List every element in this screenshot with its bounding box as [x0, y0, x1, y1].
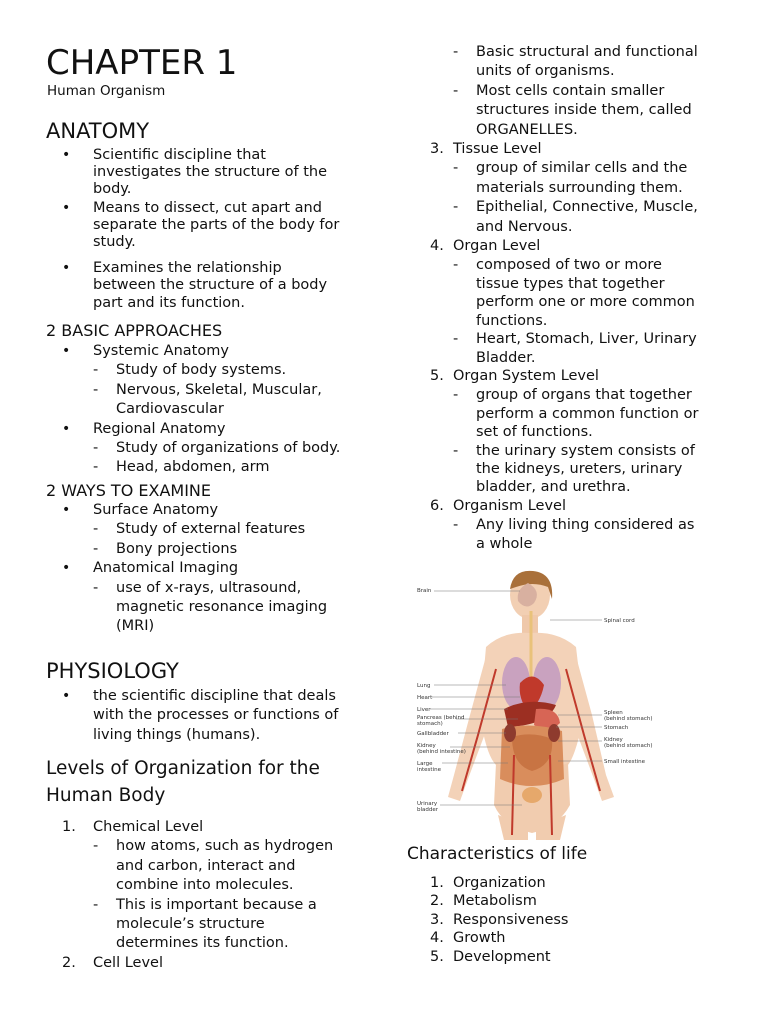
dash-marker: - — [93, 838, 99, 855]
sub-item — [62, 579, 362, 637]
list-item-label: Systemic Anatomy — [93, 343, 229, 359]
list-item-line: between the structure of a body — [93, 277, 328, 294]
bullet-marker: • — [62, 147, 71, 163]
figure-label: Brain — [417, 588, 432, 594]
dash-marker: - — [453, 257, 459, 274]
figure-label: intestine — [417, 767, 441, 773]
list-number: 3. — [430, 141, 444, 158]
list-item — [62, 342, 362, 361]
figure-label: bladder — [417, 807, 439, 813]
list-item-label: Chemical Level — [93, 819, 204, 835]
list-item — [422, 367, 742, 386]
sub-item-text: Heart, Stomach, Liver, Urinary — [476, 331, 697, 348]
levels-heading — [46, 755, 320, 809]
list-item-line: living things (humans). — [93, 726, 261, 743]
list-item-label: Growth — [453, 930, 506, 947]
examine-list — [62, 501, 362, 637]
bullet-marker: • — [62, 560, 71, 577]
bullet-marker: • — [62, 199, 71, 216]
physiology-list — [62, 687, 372, 745]
list-item — [430, 874, 568, 892]
sub-item-text: molecule’s structure — [116, 916, 265, 933]
list-item — [430, 948, 568, 966]
sub-item-text: Cardiovascular — [116, 401, 224, 418]
sub-item-text: the urinary system consists of — [476, 442, 695, 459]
list-item-line: separate the parts of the body for — [93, 216, 340, 233]
sub-item-text: Basic structural and functional — [476, 44, 698, 60]
sub-item — [62, 458, 362, 477]
list-item-label: Organ Level — [453, 238, 541, 255]
sub-item — [62, 381, 362, 420]
sub-item-text: a whole — [476, 535, 533, 552]
sub-item-text: Bladder. — [476, 349, 536, 366]
list-item — [62, 501, 362, 520]
sub-item-text: and Nervous. — [476, 218, 573, 235]
figure-label: Stomach — [604, 725, 629, 731]
sub-item-text: perform a common function or — [476, 405, 699, 422]
sub-item-text: magnetic resonance imaging — [116, 599, 328, 616]
sub-item-text: (MRI) — [116, 618, 155, 635]
list-number: 3. — [430, 911, 444, 928]
list-item-line: Examines the relationship — [93, 260, 282, 277]
sub-item-text: use of x-rays, ultrasound, — [116, 579, 302, 596]
dash-marker: - — [453, 160, 459, 177]
human-body-figure — [408, 565, 658, 840]
list-item-label: Anatomical Imaging — [93, 560, 239, 577]
sub-item-text: group of similar cells and the — [476, 160, 688, 177]
sub-item — [62, 540, 362, 559]
approaches-heading: 2 BASIC APPROACHES — [46, 321, 223, 340]
list-number: 4. — [430, 930, 444, 947]
list-item — [430, 892, 568, 910]
figure-label: Spleen — [604, 710, 623, 716]
list-item-line: the scientific discipline that deals — [93, 688, 336, 704]
dash-marker: - — [93, 896, 99, 913]
characteristics-list — [430, 874, 568, 966]
list-item-label: Organism Level — [453, 497, 566, 514]
sub-item — [422, 198, 742, 237]
sub-item — [62, 361, 362, 380]
list-item-line: investigates the structure of the — [93, 164, 328, 181]
dash-marker: - — [453, 199, 459, 216]
figure-label: Heart — [417, 695, 433, 701]
list-item-label: Regional Anatomy — [93, 420, 226, 437]
list-item — [430, 929, 568, 947]
sub-item-text: set of functions. — [476, 424, 593, 441]
list-item — [62, 260, 362, 312]
sub-item — [422, 386, 742, 441]
approaches-list — [62, 342, 362, 478]
list-item-label: Metabolism — [453, 893, 537, 910]
sub-item-text: Head, abdomen, arm — [116, 459, 270, 476]
figure-label: Kidney — [417, 743, 436, 749]
sub-item-text: bladder, and urethra. — [476, 479, 631, 496]
list-item-label: Organ System Level — [453, 367, 599, 384]
figure-label: Kidney — [604, 737, 623, 743]
dash-marker: - — [93, 540, 99, 557]
sub-item — [422, 330, 742, 367]
sub-item-text: Study of body systems. — [116, 362, 287, 379]
list-item — [422, 237, 742, 256]
list-number: 5. — [430, 367, 444, 384]
list-item-label: Surface Anatomy — [93, 502, 219, 518]
dash-marker: - — [453, 331, 459, 348]
list-number: 6. — [430, 497, 444, 514]
chapter-title: CHAPTER 1 — [46, 43, 238, 83]
figure-label: stomach) — [417, 721, 443, 727]
dash-marker: - — [453, 442, 459, 459]
figure-label: (behind stomach) — [604, 716, 653, 722]
sub-item — [422, 256, 742, 330]
sub-item-text: Epithelial, Connective, Muscle, — [476, 199, 698, 216]
examine-heading: 2 WAYS TO EXAMINE — [46, 481, 211, 500]
list-item — [62, 559, 362, 578]
list-number: 1. — [430, 875, 444, 891]
sub-item-text: group of organs that together — [476, 387, 692, 404]
dash-marker: - — [453, 44, 459, 60]
list-item-line: body. — [93, 181, 132, 198]
figure-label: Small intestine — [604, 759, 645, 765]
sub-item-text: determines its function. — [116, 935, 289, 952]
list-item — [422, 140, 742, 159]
sub-item-text: Bony projections — [116, 540, 238, 557]
characteristics-heading: Characteristics of life — [407, 844, 588, 864]
list-item-line: Scientific discipline that — [93, 147, 266, 163]
sub-item-text: Study of organizations of body. — [116, 440, 341, 457]
anatomy-bullet-list — [62, 147, 362, 312]
dash-marker: - — [93, 362, 99, 379]
sub-item — [422, 82, 742, 140]
list-item-line: with the processes or functions of — [93, 707, 339, 724]
sub-item-text: This is important because a — [116, 896, 317, 913]
dash-marker: - — [453, 387, 459, 404]
list-item-line: Means to dissect, cut apart and — [93, 199, 322, 216]
sub-item-text: Nervous, Skeletal, Muscular, — [116, 381, 322, 398]
dash-marker: - — [93, 459, 99, 476]
sub-item — [62, 520, 362, 539]
bullet-marker: • — [62, 260, 71, 277]
sub-item-text: functions. — [476, 312, 548, 329]
levels-list-left — [62, 818, 372, 973]
sub-item-text: Most cells contain smaller — [476, 82, 665, 99]
bullet-marker: • — [62, 502, 71, 518]
levels-list-right — [422, 43, 742, 553]
sub-item-text: tissue types that together — [476, 275, 665, 292]
figure-label: Spinal cord — [604, 618, 635, 624]
sub-item — [62, 439, 362, 458]
list-item-line: part and its function. — [93, 294, 245, 311]
sub-item-text: units of organisms. — [476, 63, 615, 80]
bullet-marker: • — [62, 688, 71, 704]
sub-item-text: combine into molecules. — [116, 877, 294, 894]
bullet-marker: • — [62, 420, 71, 437]
list-number: 4. — [430, 238, 444, 255]
list-number: 1. — [62, 819, 76, 835]
sub-item-text: how atoms, such as hydrogen — [116, 838, 334, 855]
sub-item-text: Any living thing considered as — [476, 517, 695, 534]
figure-label: Large — [417, 761, 433, 767]
figure-label: Pancreas (behind — [417, 715, 465, 721]
sub-item — [422, 159, 742, 198]
list-item — [430, 911, 568, 929]
list-number: 5. — [430, 948, 444, 965]
list-number: 2. — [62, 954, 76, 971]
sub-item-text: materials surrounding them. — [476, 179, 683, 196]
dash-marker: - — [93, 579, 99, 596]
sub-item-text: structures inside them, called — [476, 102, 692, 119]
list-item-label: Organization — [453, 875, 546, 891]
sub-item — [422, 516, 742, 553]
sub-item-text: perform one or more common — [476, 294, 695, 311]
list-item — [62, 818, 372, 837]
list-item — [62, 954, 372, 973]
dash-marker: - — [93, 381, 99, 398]
sub-item-text: composed of two or more — [476, 257, 662, 274]
figure-label: (behind stomach) — [604, 743, 653, 749]
figure-label: Urinary — [417, 801, 438, 807]
figure-label: Lung — [417, 683, 431, 689]
bullet-marker: • — [62, 343, 71, 359]
levels-heading-line: Human Body — [46, 785, 166, 806]
list-item — [62, 147, 362, 199]
sub-item — [62, 896, 372, 954]
sub-item — [422, 442, 742, 497]
figure-label: Gallbladder — [417, 731, 449, 737]
list-item — [62, 687, 372, 745]
list-item-label: Responsiveness — [453, 911, 569, 928]
sub-item — [62, 837, 372, 895]
list-item — [422, 497, 742, 516]
dash-marker: - — [453, 82, 459, 99]
list-item-label: Cell Level — [93, 954, 163, 971]
levels-heading-line: Levels of Organization for the — [46, 758, 320, 779]
list-number: 2. — [430, 893, 444, 910]
sub-item-text: ORGANELLES. — [476, 121, 578, 138]
chapter-subtitle: Human Organism — [47, 83, 166, 99]
list-item-line: study. — [93, 234, 136, 251]
dash-marker: - — [453, 517, 459, 534]
list-item-label: Tissue Level — [453, 141, 542, 158]
sub-item — [422, 43, 742, 82]
sub-item-text: and carbon, interact and — [116, 857, 296, 874]
figure-label: (behind intestine) — [417, 749, 466, 755]
anatomy-heading: ANATOMY — [46, 119, 150, 143]
sub-item-text: the kidneys, ureters, urinary — [476, 460, 683, 477]
figure-label: Liver — [417, 707, 431, 713]
dash-marker: - — [93, 440, 99, 457]
list-item — [62, 420, 362, 439]
physiology-heading: PHYSIOLOGY — [46, 659, 179, 683]
dash-marker: - — [93, 521, 99, 538]
list-item — [62, 200, 362, 252]
list-item-label: Development — [453, 948, 551, 965]
sub-item-text: Study of external features — [116, 521, 306, 538]
